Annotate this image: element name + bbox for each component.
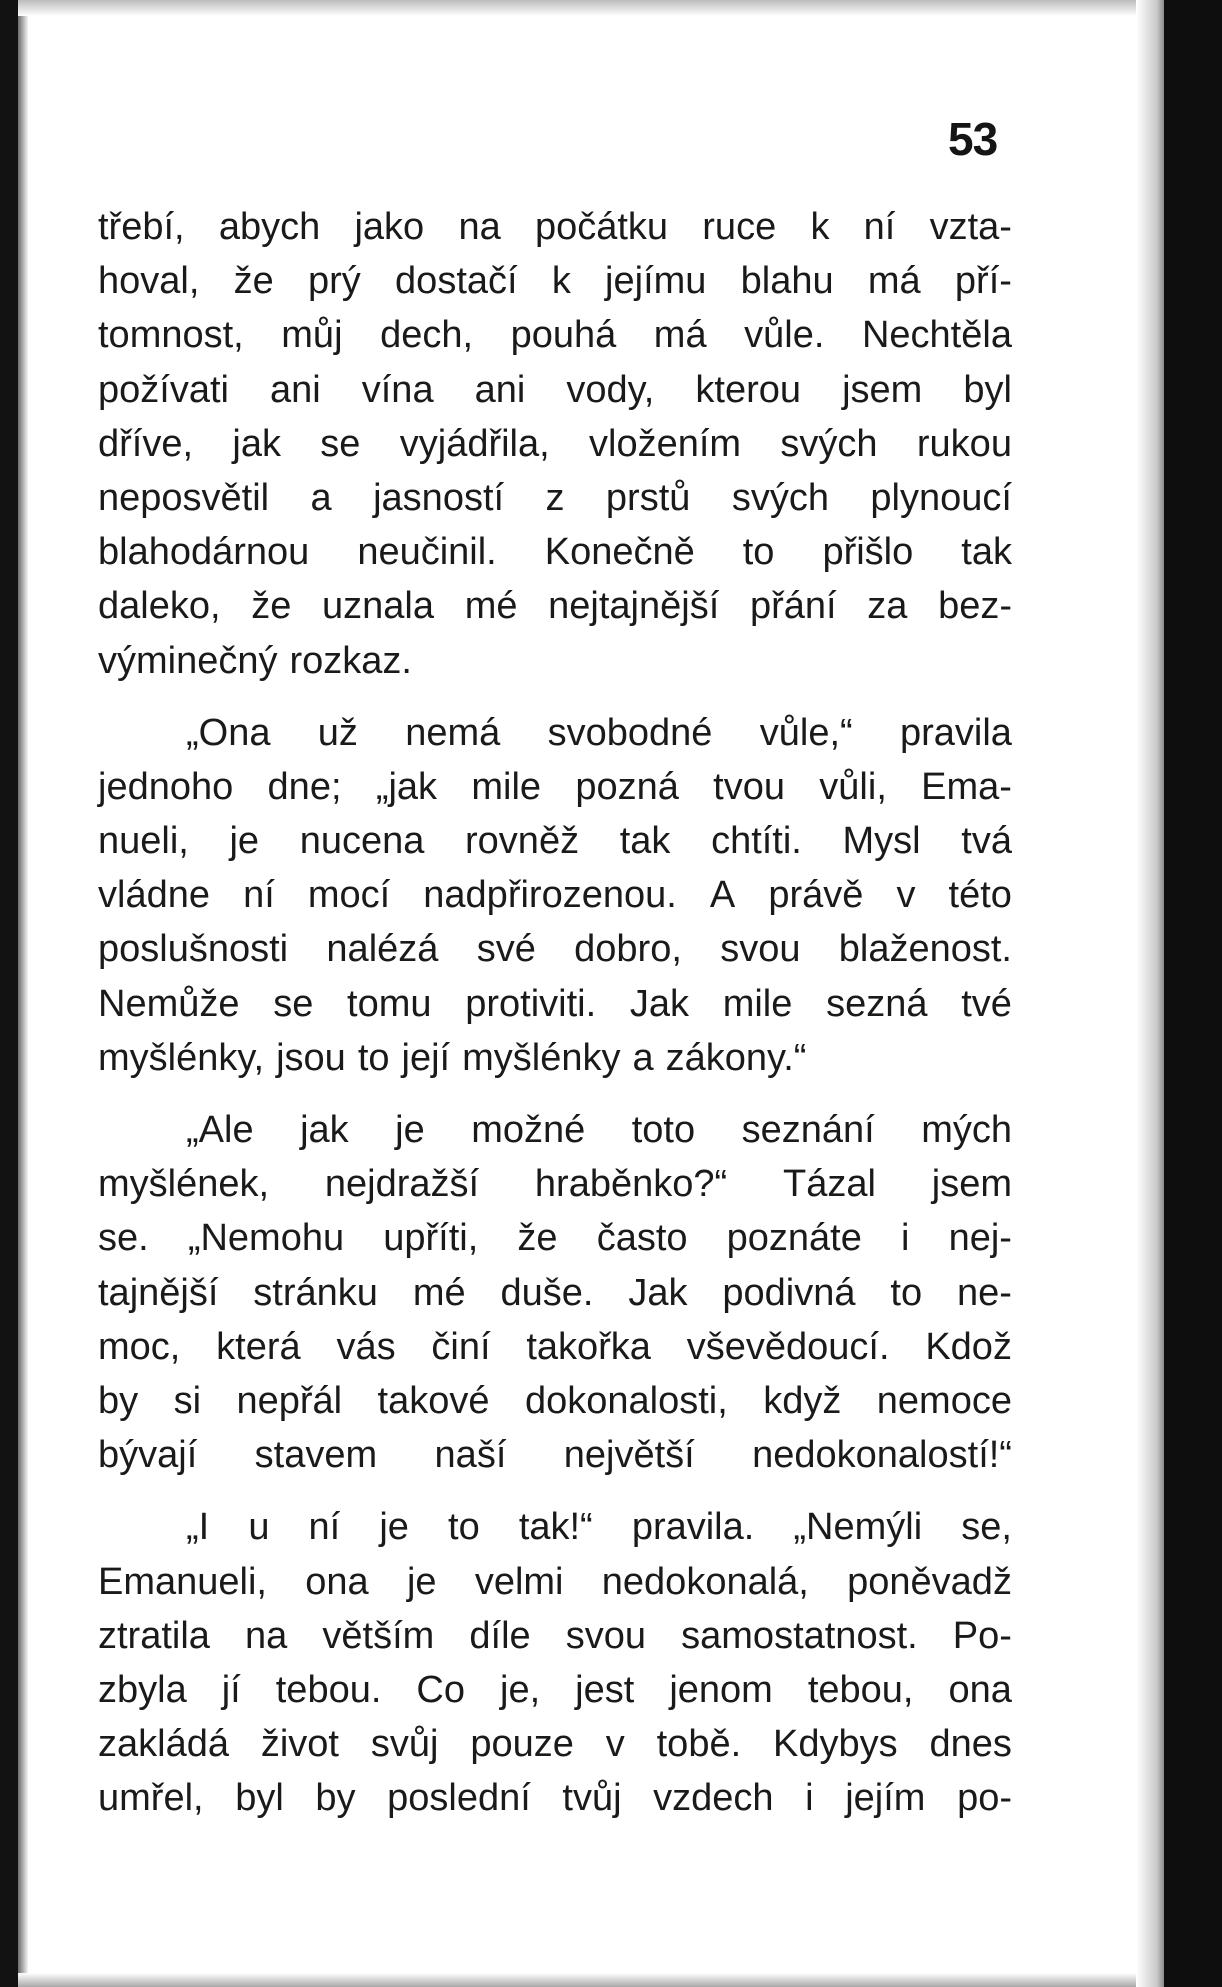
- word: nedokonalá,: [601, 1560, 809, 1603]
- word: k: [810, 206, 830, 248]
- word: se: [320, 422, 361, 465]
- word: tvé: [961, 982, 1012, 1025]
- paragraph-gap: [98, 688, 1012, 706]
- word: byl: [963, 368, 1012, 411]
- word: poněvadž: [847, 1560, 1012, 1603]
- word: vína: [361, 368, 434, 411]
- word: ruce: [702, 206, 777, 248]
- word: dokonalosti,: [524, 1379, 728, 1422]
- word: A: [709, 874, 736, 917]
- word: že: [233, 260, 274, 303]
- word: tvou: [713, 765, 785, 808]
- word: poslední: [387, 1777, 531, 1820]
- paragraph: [98, 1103, 1012, 1482]
- word: pravila: [899, 711, 1012, 754]
- word: zákony.“: [665, 1036, 807, 1079]
- word: naší: [434, 1434, 507, 1477]
- word: blahodárnou: [98, 531, 310, 574]
- word: dne;: [267, 765, 342, 808]
- word: velmi: [474, 1560, 564, 1603]
- word: přání: [749, 585, 837, 628]
- word: Mysl: [842, 820, 921, 863]
- word: myšlének,: [98, 1163, 270, 1206]
- word: vševědoucí.: [686, 1325, 890, 1368]
- word: vzta-: [929, 206, 1012, 248]
- word: se,: [961, 1506, 1012, 1549]
- text-line: [98, 1266, 1012, 1320]
- word: „Ale: [186, 1109, 254, 1151]
- text-line: [98, 1771, 1012, 1825]
- word: plynoucí: [870, 476, 1012, 519]
- word: nucena: [299, 820, 425, 863]
- word: Nemůže: [98, 982, 240, 1025]
- word: vůle.: [744, 314, 825, 357]
- text-line: [98, 417, 1012, 471]
- word: ztratila: [98, 1614, 210, 1657]
- word: přišlo: [822, 531, 914, 574]
- word: je: [395, 1109, 425, 1151]
- word: pravila.: [631, 1506, 755, 1549]
- word: jasností: [373, 476, 505, 519]
- text-line: [98, 308, 1012, 362]
- word: tobě.: [656, 1723, 742, 1766]
- word: nemoce: [876, 1379, 1012, 1422]
- word: nejdražší: [324, 1163, 480, 1206]
- word: mile: [722, 982, 793, 1025]
- word: Po-: [952, 1614, 1012, 1657]
- word: vyjádřila,: [399, 422, 550, 465]
- word: své: [476, 928, 536, 971]
- word: kterou: [695, 368, 802, 411]
- word: když: [763, 1379, 842, 1422]
- word: tomu: [347, 982, 432, 1025]
- word: právě: [768, 874, 864, 917]
- word: jejímu: [605, 260, 707, 303]
- word: jak: [232, 422, 281, 465]
- word: největší: [563, 1434, 695, 1477]
- word: stavem: [254, 1434, 378, 1477]
- word: k: [551, 260, 571, 303]
- word: byl: [235, 1777, 284, 1820]
- word: bývají: [98, 1434, 198, 1477]
- word: rovněž: [465, 820, 580, 863]
- word: ani: [270, 368, 321, 411]
- word: dech,: [380, 314, 474, 357]
- text-line: [98, 706, 1012, 760]
- word: nedokonalostí!“: [752, 1434, 1012, 1477]
- word: hoval,: [98, 260, 200, 303]
- word: jako: [354, 206, 425, 248]
- word: „Nemýli: [793, 1506, 923, 1549]
- word: v: [605, 1723, 625, 1766]
- word: už: [317, 711, 358, 754]
- word: je: [379, 1506, 409, 1549]
- word: svou: [720, 928, 801, 971]
- word: tak!“: [518, 1506, 593, 1549]
- word: „jak: [375, 765, 438, 808]
- word: sezná: [826, 982, 928, 1025]
- right-scan-gradient: [1136, 0, 1164, 1987]
- word: pouhá: [510, 314, 617, 357]
- word: to: [742, 531, 775, 574]
- text-line: [98, 254, 1012, 308]
- word: má: [653, 314, 707, 357]
- word: jsou: [276, 1036, 346, 1079]
- word: ona: [305, 1560, 369, 1603]
- word: za: [867, 585, 908, 628]
- word: Emanueli,: [98, 1560, 267, 1603]
- word: zakládá: [98, 1723, 229, 1766]
- word: Konečně: [544, 531, 695, 574]
- word: často: [596, 1217, 688, 1260]
- word: protiviti.: [465, 982, 597, 1025]
- word: Nechtěla: [861, 314, 1012, 357]
- text-line: [98, 977, 1012, 1031]
- word: myšlénky: [462, 1036, 621, 1079]
- word: moc,: [98, 1325, 181, 1368]
- word: duše.: [500, 1271, 594, 1314]
- text-line: [98, 579, 1012, 633]
- word: vládne: [98, 874, 210, 917]
- word: tajnější: [98, 1271, 219, 1314]
- word: po-: [957, 1777, 1012, 1820]
- word: podivná: [722, 1271, 856, 1314]
- text-line: [98, 1211, 1012, 1265]
- text-line: [98, 1663, 1012, 1717]
- word: nadpřirozenou.: [423, 874, 677, 917]
- paragraph-gap: [98, 1085, 1012, 1103]
- word: pří-: [954, 260, 1012, 303]
- word: požívati: [98, 368, 229, 411]
- word: blaženost.: [838, 928, 1012, 971]
- text-line: [98, 1555, 1012, 1609]
- text-line: [98, 868, 1012, 922]
- word: „Nemohu: [187, 1217, 345, 1260]
- word: je: [229, 820, 260, 863]
- word: ní: [308, 1506, 341, 1549]
- word: Kdož: [925, 1325, 1012, 1368]
- left-scan-shadow: [0, 0, 18, 1987]
- word: že: [517, 1217, 558, 1260]
- word: výminečný: [98, 639, 278, 682]
- text-line: [98, 200, 1012, 254]
- body-text: [98, 200, 1012, 1825]
- word: neučinil.: [357, 531, 497, 574]
- word: tak: [619, 820, 671, 863]
- word: počátku: [534, 206, 669, 248]
- word: by: [98, 1379, 139, 1422]
- word: i: [901, 1217, 910, 1260]
- page-number: 53: [948, 113, 998, 165]
- word: jejím: [845, 1777, 926, 1820]
- word: mé: [412, 1271, 466, 1314]
- text-line: [98, 1609, 1012, 1663]
- word: nalézá: [326, 928, 439, 971]
- word: dostačí: [395, 260, 518, 303]
- word: větším: [322, 1614, 435, 1657]
- word: toto: [631, 1109, 696, 1151]
- word: z: [545, 476, 565, 519]
- word: svou: [565, 1614, 647, 1657]
- word: jenom: [669, 1668, 773, 1711]
- word: nueli,: [98, 820, 189, 863]
- word: život: [260, 1723, 339, 1766]
- word: u: [248, 1506, 270, 1549]
- word: vůli,: [819, 765, 887, 808]
- word: že: [251, 585, 292, 628]
- word: pozná: [575, 765, 679, 808]
- text-line: [98, 922, 1012, 976]
- word: mých: [921, 1109, 1012, 1151]
- paragraph: [98, 706, 1012, 1085]
- word: chtíti.: [711, 820, 802, 863]
- word: takořka: [526, 1325, 651, 1368]
- word: si: [173, 1379, 202, 1422]
- word: to: [448, 1506, 480, 1549]
- word: v: [896, 874, 916, 917]
- word: Ema-: [921, 765, 1012, 808]
- word: Jak: [629, 982, 689, 1025]
- word: jsem: [842, 368, 923, 411]
- word: nejtajnější: [548, 585, 720, 628]
- word: třebí,: [98, 206, 185, 248]
- word: tebou,: [807, 1668, 914, 1711]
- word: její: [401, 1036, 451, 1079]
- word: je: [406, 1560, 437, 1603]
- word: svobodné: [547, 711, 713, 754]
- word: svých: [780, 422, 878, 465]
- bottom-page-edge: [18, 1973, 1164, 1987]
- word: i: [805, 1777, 814, 1820]
- word: jednoho: [98, 765, 234, 808]
- word: svůj: [370, 1723, 439, 1766]
- word: této: [948, 874, 1012, 917]
- word: Jak: [628, 1271, 688, 1314]
- word: Tázal: [783, 1163, 876, 1206]
- word: vás: [336, 1325, 396, 1368]
- text-line: [98, 1320, 1012, 1374]
- word: činí: [431, 1325, 491, 1368]
- word: tvůj: [562, 1777, 622, 1820]
- word: Kdybys: [773, 1723, 898, 1766]
- word: jí: [221, 1668, 241, 1711]
- word: ani: [474, 368, 526, 411]
- word: mocí: [307, 874, 391, 917]
- text-line: [98, 1374, 1012, 1428]
- word: je,: [500, 1668, 541, 1711]
- word: svých: [731, 476, 829, 519]
- word: stránku: [253, 1271, 378, 1314]
- word: vody,: [566, 368, 655, 411]
- word: na: [458, 206, 501, 248]
- right-scan-shadow: [1164, 0, 1222, 1987]
- word: můj: [281, 314, 343, 357]
- word: jsem: [931, 1163, 1012, 1206]
- word: hraběnko?“: [534, 1163, 728, 1206]
- word: poznáte: [726, 1217, 862, 1260]
- word: rukou: [916, 422, 1012, 465]
- word: tak: [961, 531, 1012, 574]
- word: by: [315, 1777, 356, 1820]
- word: tvá: [961, 820, 1012, 863]
- word: „I: [186, 1506, 210, 1549]
- text-line: [98, 634, 1012, 688]
- word: možné: [471, 1109, 586, 1151]
- word: dříve,: [98, 422, 194, 465]
- word: mé: [464, 585, 518, 628]
- word: která: [216, 1325, 301, 1368]
- word: upříti,: [383, 1217, 479, 1260]
- text-line: [98, 1717, 1012, 1771]
- text-line: [98, 814, 1012, 868]
- word: takové: [377, 1379, 490, 1422]
- word: „Ona: [186, 711, 271, 754]
- word: ní: [243, 874, 275, 917]
- word: vložením: [589, 422, 742, 465]
- word: na: [245, 1614, 288, 1657]
- word: a: [310, 476, 332, 519]
- word: Co: [416, 1668, 465, 1711]
- text-line: [98, 1157, 1012, 1211]
- word: vůle,“: [759, 711, 853, 754]
- word: seznání: [741, 1109, 875, 1151]
- left-scan-gradient: [18, 0, 28, 1987]
- paragraph-gap: [98, 1482, 1012, 1500]
- top-page-edge: [18, 0, 1164, 16]
- word: pouze: [470, 1723, 574, 1766]
- text-line: [98, 1031, 1012, 1085]
- word: rozkaz.: [289, 639, 412, 682]
- word: umřel,: [98, 1777, 204, 1820]
- word: blahu: [740, 260, 834, 303]
- word: uznala: [322, 585, 435, 628]
- text-line: [98, 1103, 1012, 1157]
- text-line: [98, 1428, 1012, 1482]
- word: se: [273, 982, 314, 1025]
- word: ne-: [957, 1271, 1012, 1314]
- word: bez-: [938, 585, 1012, 628]
- word: dobro,: [574, 928, 682, 971]
- word: poslušnosti: [98, 928, 289, 971]
- word: ona: [948, 1668, 1012, 1711]
- text-line: [98, 363, 1012, 417]
- paragraph: [98, 1500, 1012, 1825]
- word: díle: [469, 1614, 531, 1657]
- text-line: [98, 471, 1012, 525]
- word: nej-: [948, 1217, 1012, 1260]
- word: samostatnost.: [681, 1614, 918, 1657]
- word: dnes: [929, 1723, 1012, 1766]
- paragraph: [98, 200, 1012, 688]
- word: prý: [308, 260, 361, 303]
- word: jest: [575, 1668, 635, 1711]
- word: abych: [218, 206, 321, 248]
- text-line: [98, 525, 1012, 579]
- word: myšlénky,: [98, 1036, 265, 1079]
- word: vzdech: [653, 1777, 774, 1820]
- word: ní: [863, 206, 896, 248]
- word: mile: [471, 765, 542, 808]
- word: se.: [98, 1217, 149, 1260]
- word: a: [632, 1036, 654, 1079]
- word: to: [357, 1036, 390, 1079]
- word: to: [890, 1271, 923, 1314]
- word: neposvětil: [98, 476, 270, 519]
- word: jak: [300, 1109, 349, 1151]
- text-line: [98, 760, 1012, 814]
- text-line: [98, 1500, 1012, 1554]
- word: prstů: [605, 476, 691, 519]
- word: má: [867, 260, 921, 303]
- word: tomnost,: [98, 314, 244, 357]
- word: nemá: [405, 711, 501, 754]
- word: daleko,: [98, 585, 221, 628]
- word: zbyla: [98, 1668, 187, 1711]
- word: nepřál: [236, 1379, 343, 1422]
- word: tebou.: [275, 1668, 382, 1711]
